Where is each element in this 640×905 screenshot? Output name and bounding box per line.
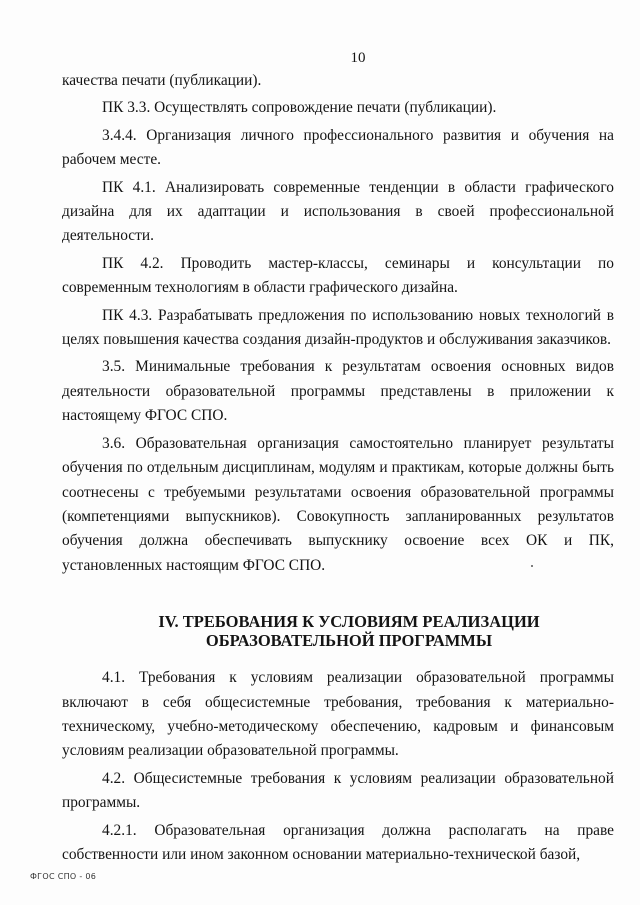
- document-body: [62, 69, 614, 870]
- paragraph: 3.6. Образовательная организация самостоятельно планирует результаты обучения по отдельным дисциплинам, модулям и практикам, которые должны быть соотнесены с требуемыми результатами освоения образовательной программы (компетенциями выпускников). Совокупность запланированных результатов обучения должна обеспечивать выпускнику освоение всех ОК и ПК, установленных настоящим ФГОС СПО.: [62, 434, 614, 574]
- scan-speck: [531, 565, 533, 567]
- paragraph: 4.2. Общесистемные требования к условиям реализации образовательной программы.: [62, 769, 614, 812]
- paragraph: 4.2.1. Образовательная организация должна располагать на праве собственности или ином законном основании материально-технической базой,: [62, 821, 614, 863]
- page-footer: ФГОС СПО - 06: [30, 872, 97, 881]
- paragraph: ПК 4.3. Разрабатывать предложения по использованию новых технологий в целях повышения качества создания дизайн-продуктов и обслуживания заказчиков.: [62, 306, 614, 349]
- paragraph: ПК 3.3. Осуществлять сопровождение печати (публикации).: [102, 99, 497, 117]
- paragraph: ПК 4.2. Проводить мастер-классы, семинары и консультации по современным технологиям в области графического дизайна.: [62, 254, 614, 297]
- paragraph: качества печати (публикации).: [62, 72, 262, 89]
- paragraph: 4.1. Требования к условиям реализации образовательной программы включают в себя общесистемные требования, требования к материально-техническому, учебно-методическому обеспечению, кадровым и финансовым условиям реализации образовательной программы.: [62, 669, 614, 760]
- paragraph: 3.5. Минимальные требования к результатам освоения основных видов деятельности образовательной программы представлены в приложении к настоящему ФГОС СПО.: [62, 358, 614, 425]
- section-heading: IV. ТРЕБОВАНИЯ К УСЛОВИЯМ РЕАЛИЗАЦИИ ОБРАЗОВАТЕЛЬНОЙ ПРОГРАММЫ: [158, 612, 540, 651]
- paragraph: 3.4.4. Организация личного профессионального развития и обучения на рабочем месте.: [62, 126, 614, 169]
- paragraph: ПК 4.1. Анализировать современные тенденции в области графического дизайна для их адаптации и использования в своей профессиональной деятельности.: [62, 178, 614, 245]
- page-number: 10: [350, 50, 366, 66]
